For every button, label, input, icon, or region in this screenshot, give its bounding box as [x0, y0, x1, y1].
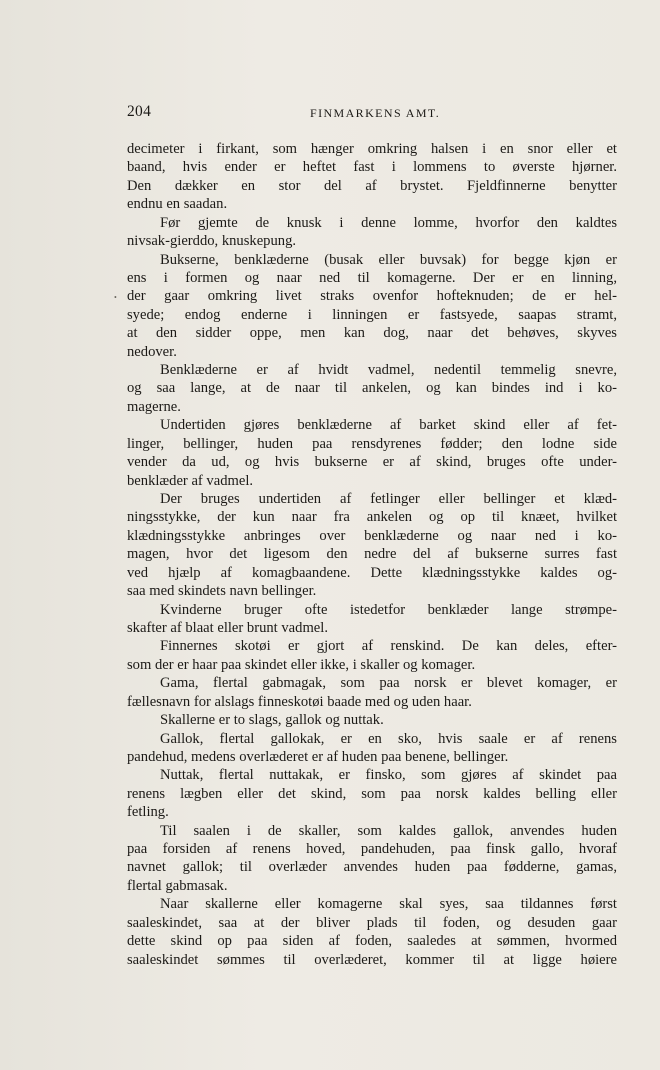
text-line: nivsak-gierddo, knuskepung.	[127, 233, 297, 250]
text-line: og saa lange, at de naar til ankelen, og kan bindes ind i ko-	[127, 380, 617, 397]
text-line: Gallok, flertal gallokak, er en sko, hvis saale er af renens	[160, 730, 617, 747]
text-line: vender da ud, og hvis bukserne er af skind, bruges ofte under-	[127, 454, 617, 471]
page-number: 204	[127, 103, 152, 120]
text-line: Den dækker en stor del af brystet. Fjeldfinnerne benytter	[127, 177, 617, 194]
text-line: magen, hvor det ligesom den nedre del af bukserne surres fast	[127, 546, 617, 563]
text-line: saaleskindet sømmes til overlæderet, kommer til at ligge høiere	[127, 951, 617, 968]
text-line: Kvinderne bruger ofte istedetfor benklæder lange strømpe-	[160, 601, 617, 618]
text-line: Finnernes skotøi er gjort af renskind. De kan deles, efter-	[160, 638, 617, 655]
text-line: ved hjælp af komagbaandene. Dette klædningsstykke kaldes og-	[127, 564, 617, 581]
text-line: navnet gallok; til overlæder anvendes huden paa fødderne, gamas,	[127, 859, 617, 876]
text-line: paa forsiden af renens hoved, pandehuden, paa finsk gallo, hvoraf	[127, 841, 617, 858]
text-line: ens i formen og naar ned til komagerne. Der er en linning,	[127, 269, 617, 286]
text-line: decimeter i firkant, som hænger omkring halsen i en snor eller et	[127, 141, 617, 157]
text-line: dette skind op paa siden af foden, saaledes at sømmen, hvormed	[127, 933, 617, 950]
text-line: klædningsstykke anbringes over benklæderne og naar ned i ko-	[127, 527, 617, 544]
text-line: nedover.	[127, 343, 177, 360]
text-line: Undertiden gjøres benklæderne af barket skind eller af fet-	[160, 417, 617, 434]
text-line: pandehud, medens overlæderet er af huden paa benene, bellinger.	[127, 748, 509, 765]
text-line: flertal gabmasak.	[127, 877, 228, 894]
text-line: benklæder af vadmel.	[127, 472, 254, 489]
text-line: Bukserne, benklæderne (busak eller buvsak) for begge kjøn er	[160, 251, 617, 268]
text-line: at den sidder oppe, men kan dog, naar det behøves, skyves	[127, 325, 617, 342]
text-line: skafter af blaat eller brunt vadmel.	[127, 619, 328, 636]
text-line: Der bruges undertiden af fetlinger eller bellinger et klæd-	[160, 491, 617, 508]
text-line: Før gjemte de knusk i denne lomme, hvorfor den kaldtes	[160, 214, 617, 231]
text-line: ningsstykke, der kun naar fra ankelen og op til knæet, hvilket	[127, 509, 617, 526]
text-line: Naar skallerne eller komagerne skal syes, saa tildannes først	[160, 896, 617, 913]
text-line: baand, hvis ender er heftet fast i lommens to øverste hjørner.	[127, 159, 617, 176]
text-line: Gama, flertal gabmagak, som paa norsk er blevet komager, er	[160, 675, 617, 692]
text-line: renens lægben eller det skind, som paa norsk kaldes belling eller	[127, 785, 617, 802]
text-line: fællesnavn for alslags finneskotøi baade med og uden haar.	[127, 693, 472, 710]
running-title: FINMARKENS AMT.	[310, 106, 441, 120]
text-line: Benklæderne er af hvidt vadmel, nedentil temmelig snevre,	[160, 362, 617, 379]
text-line: saaleskindet, saa at der bliver plads til foden, og desuden gaar	[127, 914, 617, 931]
text-line: saa med skindets navn bellinger.	[127, 583, 317, 600]
text-line: fetling.	[127, 804, 169, 821]
text-line: Til saalen i de skaller, som kaldes gallok, anvendes huden	[160, 822, 617, 839]
text-line: syede; endog enderne i linningen er fastsyede, saapas stramt,	[127, 306, 617, 323]
body-text	[127, 140, 617, 969]
text-line: som der er haar paa skindet eller ikke, i skaller og komager.	[127, 656, 476, 673]
margin-speck: •	[114, 293, 117, 302]
text-line: Nuttak, flertal nuttakak, er finsko, som gjøres af skindet paa	[160, 767, 617, 784]
page-header	[127, 103, 617, 125]
text-line: magerne.	[127, 398, 181, 415]
text-line: Skallerne er to slags, gallok og nuttak.	[160, 712, 384, 729]
text-line: linger, bellinger, huden paa rensdyrenes fødder; den lodne side	[127, 435, 617, 452]
text-line: der gaar omkring livet straks ovenfor hofteknuden; de er hel-	[127, 288, 617, 305]
text-line: endnu en saadan.	[127, 196, 228, 213]
